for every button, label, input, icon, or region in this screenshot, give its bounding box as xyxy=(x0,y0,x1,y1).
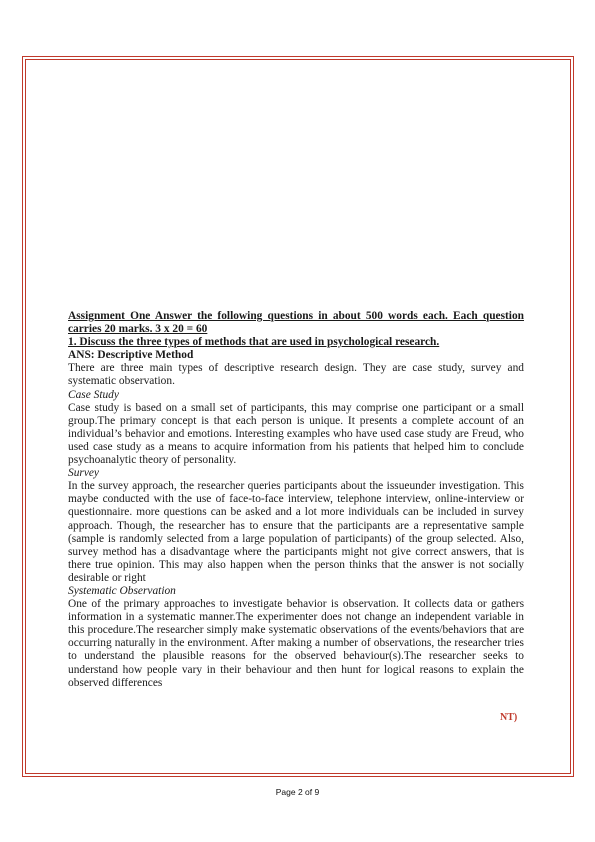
answer-heading: ANS: Descriptive Method xyxy=(68,349,194,362)
section-body-case-study: Case study is based on a small set of participants, this may comprise one participant or a small group.The primary concept is that each person is unique. It presents a complete account of an individual’s behavior and emotions. Interesting examples who have used case study are Freud, who used case study as a means to acquire information from his patients that helped him to conclude psychoanalytic theory of personality. xyxy=(68,401,524,467)
assignment-heading: Assignment One Answer the following questions in about 500 words each. Each question carries 20 marks. 3 x 20 = 60 xyxy=(68,310,524,336)
section-body-survey: In the survey approach, the researcher queries participants about the issueunder investigation. This maybe conducted with the use of face-to-face interview, telephone interview, online-interview or questionnaire. more questions can be asked and a lot more individuals can be included in survey approach. Though, the researcher has to ensure that the participants are a representative sample (sample is randomly selected from a large population of participants) of the group selected. Also, survey method has a disadvantage where the participants might not give correct answers, that is there true opinion. This may also happen when the person thinks that the answer is not socially desirable or right xyxy=(68,480,524,584)
intro-paragraph: There are three main types of descriptive research design. They are case study, survey and systematic observation. xyxy=(68,362,524,388)
question-heading: 1. Discuss the three types of methods that are used in psychological research. xyxy=(68,336,440,349)
section-title-survey: Survey xyxy=(68,467,99,480)
page-number-footer: Page 2 of 9 xyxy=(275,787,320,797)
section-body-systematic-observation: One of the primary approaches to investigate behavior is observation. It collects data or gathers information in a systematic manner.The experimenter does not change an independent variable in this procedure.The researcher simply make systematic observations of the events/behaviors that are occurring naturally in the environment. After making a number of observations, the researcher tries to understand the plausible reasons for the observed behaviour(s).The researcher seeks to understand how people vary in their behaviour and then hunt for logical reasons to explain the observed differences xyxy=(68,598,524,689)
section-title-case-study: Case Study xyxy=(68,388,119,401)
margin-mark: NT) xyxy=(500,712,518,723)
document-body xyxy=(68,310,524,690)
section-title-systematic-observation: Systematic Observation xyxy=(68,584,176,597)
